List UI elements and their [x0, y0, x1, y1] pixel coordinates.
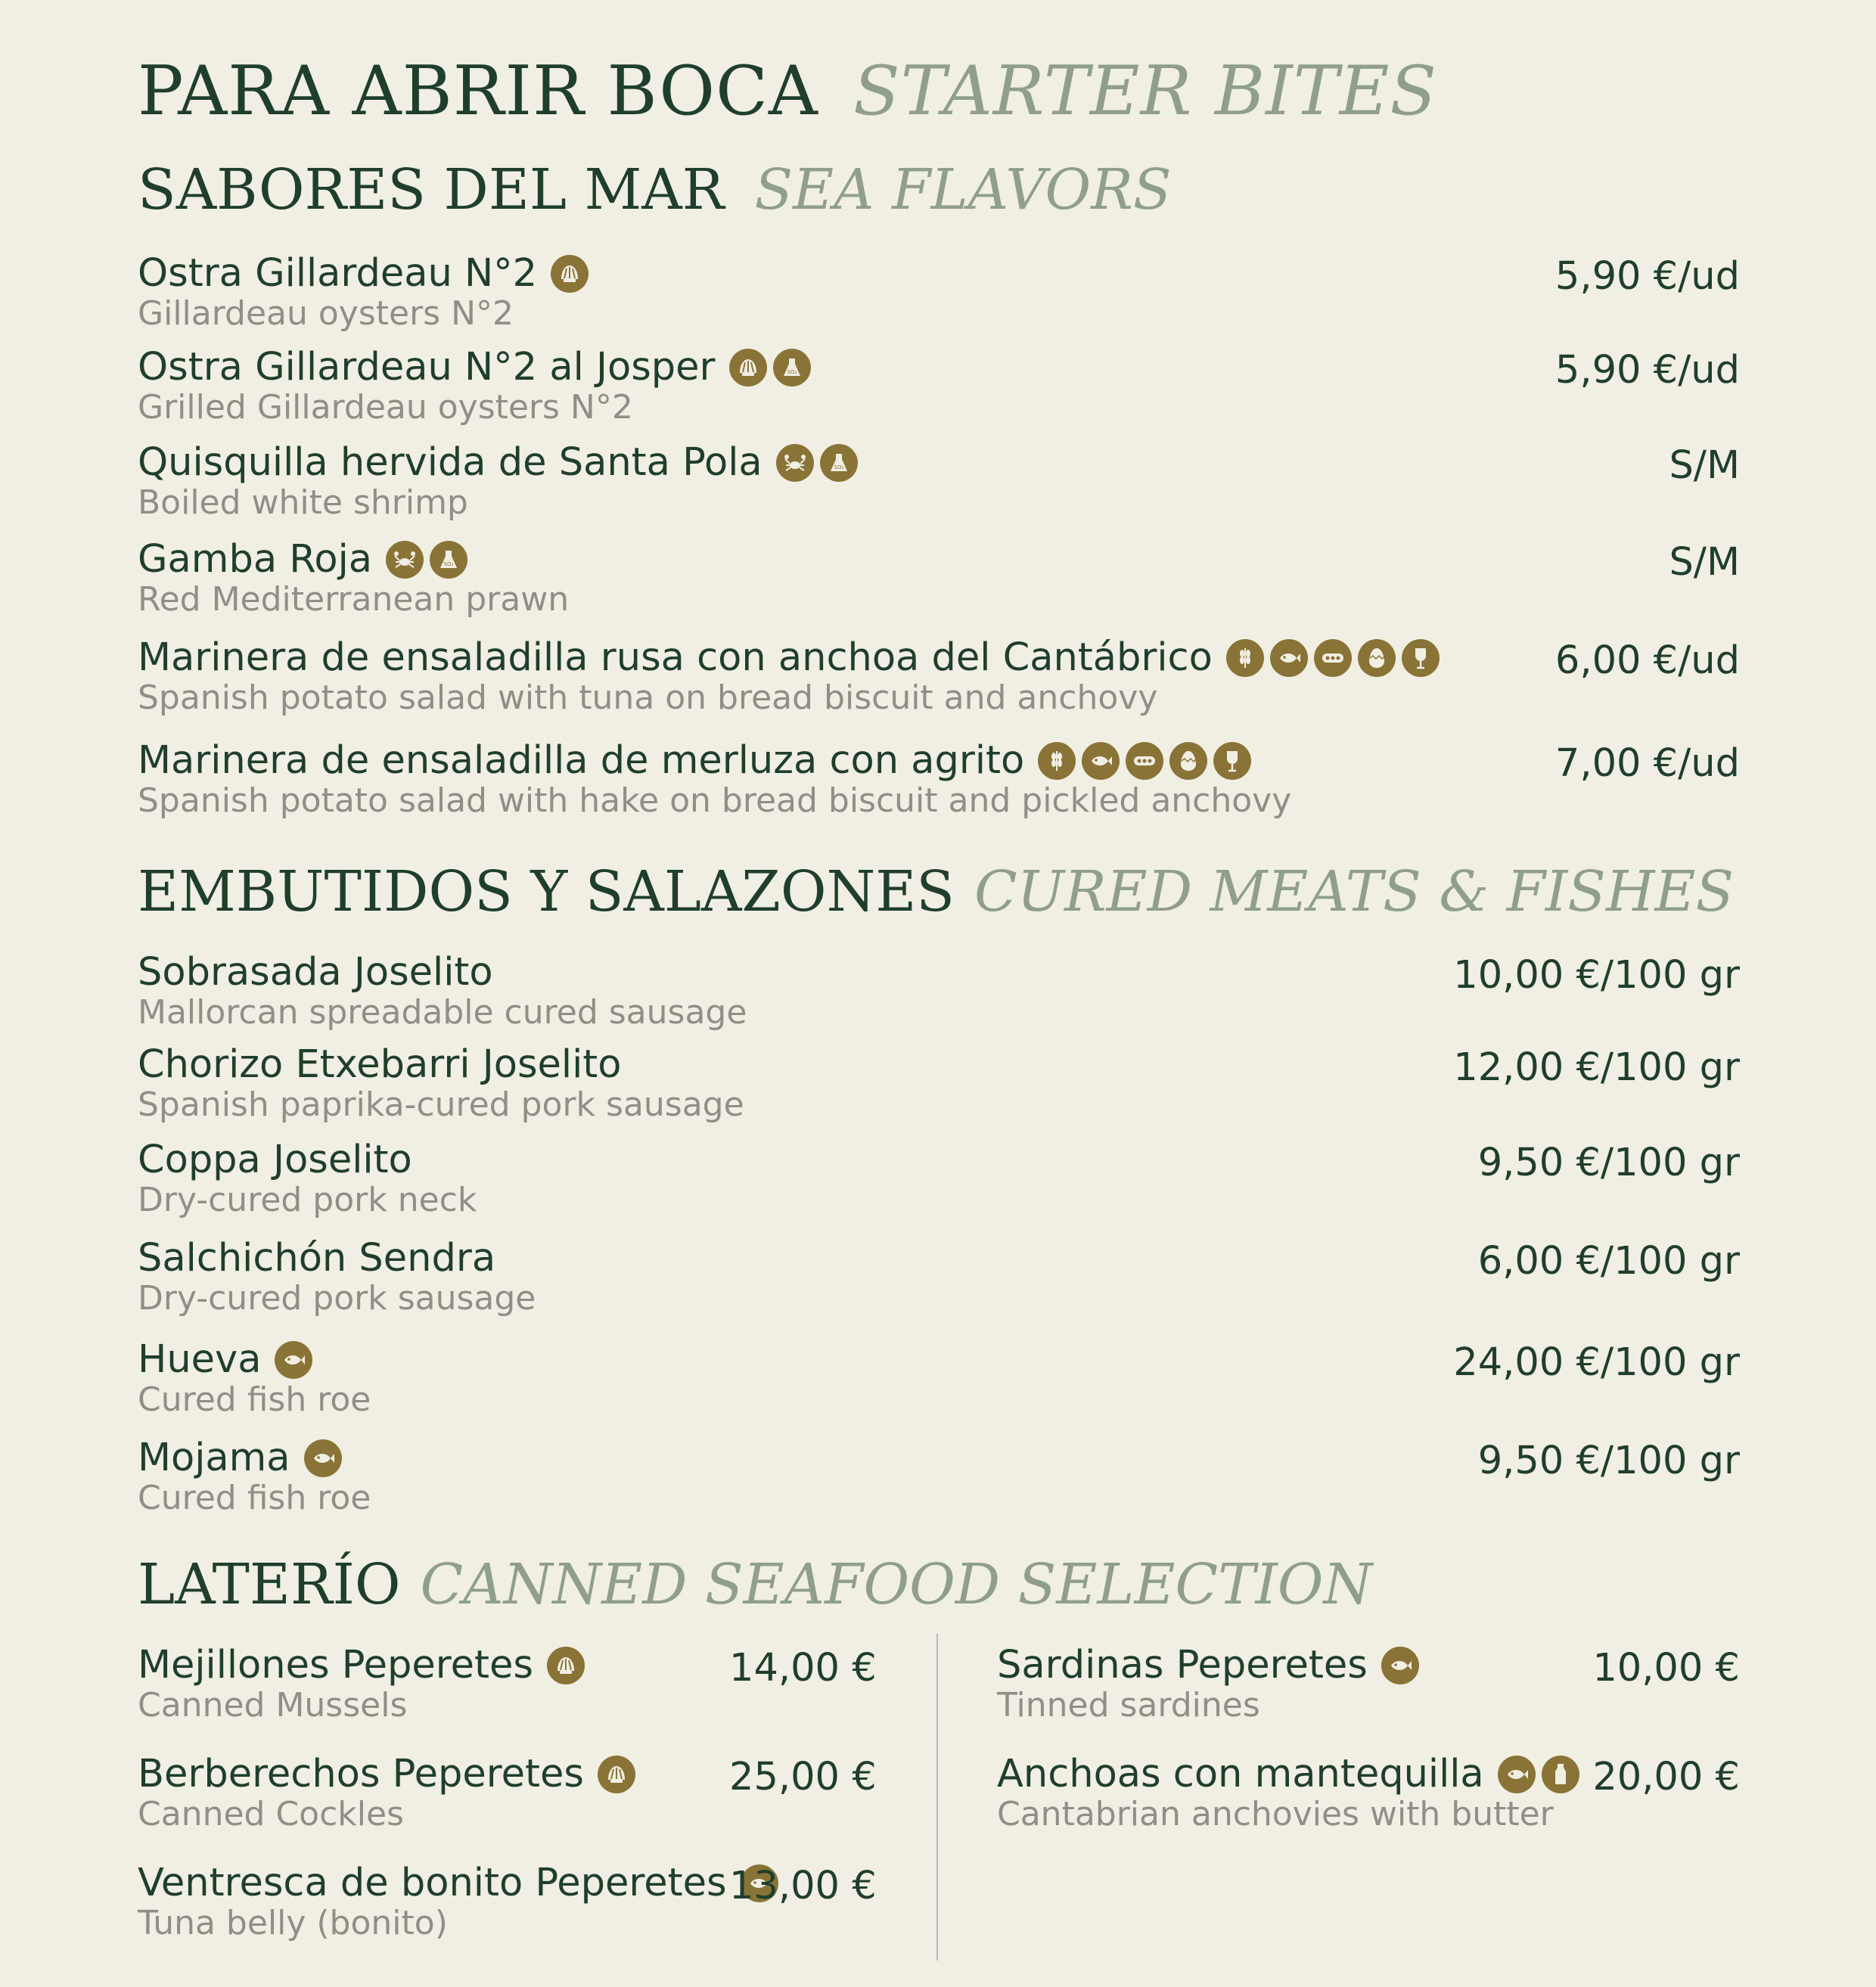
menu-item	[138, 537, 570, 619]
dairy-icon	[1542, 1756, 1579, 1793]
menu-item-description: Tinned sardines	[997, 1686, 1260, 1725]
menu-item-name-text: Marinera de ensaladilla de merluza con agrito	[138, 738, 1025, 783]
menu-item-price: 9,50 €/100 gr	[1477, 1439, 1740, 1483]
menu-item-name	[138, 738, 1291, 783]
menu-item	[138, 1752, 635, 1833]
menu-item-description: Spanish potato salad with hake on bread biscuit and pickled anchovy	[138, 781, 1292, 820]
menu-item	[138, 1138, 477, 1219]
menu-item-description: Cured fish roe	[138, 1380, 371, 1419]
menu-item-description: Spanish potato salad with tuna on bread biscuit and anchovy	[138, 678, 1158, 717]
svg-text:SO₂: SO₂	[443, 560, 454, 567]
menu-item-name	[138, 1752, 635, 1796]
menu-item-name-text: Marinera de ensaladilla rusa con anchoa del Cantábrico	[138, 635, 1213, 680]
fish-icon	[1381, 1647, 1419, 1684]
page-title	[138, 51, 1438, 131]
menu-item-name	[138, 1236, 536, 1281]
allergen-icons	[729, 349, 811, 387]
egg-icon	[1358, 639, 1396, 677]
menu-item-price: 13,00 €	[729, 1864, 877, 1908]
menu-item-price: 20,00 €	[1592, 1755, 1740, 1799]
menu-item-description: Dry-cured pork neck	[138, 1181, 477, 1219]
mustard-icon	[1126, 742, 1163, 780]
menu-item-price: 12,00 €/100 gr	[1453, 1045, 1740, 1090]
fish-icon	[304, 1439, 342, 1477]
menu-item-name	[138, 1337, 371, 1382]
allergen-icons	[1226, 639, 1440, 677]
mollusc-icon	[729, 349, 767, 387]
allergen-icons	[551, 255, 589, 293]
allergen-icons	[776, 444, 858, 482]
menu-item-name	[138, 950, 747, 995]
menu-item-name	[138, 1643, 585, 1687]
menu-item-price: S/M	[1669, 540, 1740, 585]
section-title-sea-en: SEA FLAVORS	[754, 157, 1172, 222]
menu-item-name	[138, 1861, 778, 1905]
page-title-es: PARA ABRIR BOCA	[138, 51, 818, 131]
section-title-cured-en: CURED MEATS & FISHES	[974, 859, 1735, 924]
section-title-sea-es: SABORES DEL MAR	[138, 157, 725, 222]
mollusc-icon	[547, 1647, 585, 1684]
menu-item-name	[138, 251, 589, 296]
menu-item-price: 5,90 €/ud	[1555, 348, 1740, 393]
menu-item-name	[138, 537, 569, 582]
menu-item	[997, 1752, 1579, 1833]
menu-item-price: 6,00 €/ud	[1555, 638, 1740, 683]
fish-icon	[1082, 742, 1120, 780]
fish-icon	[275, 1341, 312, 1379]
allergen-icons	[1381, 1647, 1419, 1684]
egg-icon	[1169, 742, 1207, 780]
menu-item-name-text: Chorizo Etxebarri Joselito	[138, 1042, 622, 1087]
crustacean-icon	[776, 444, 814, 482]
menu-item-price: 10,00 €/100 gr	[1453, 953, 1740, 998]
menu-item	[138, 1436, 371, 1517]
menu-item-name-text: Sardinas Peperetes	[997, 1643, 1368, 1687]
menu-item	[138, 251, 589, 333]
menu-item-name-text: Gamba Roja	[138, 537, 373, 582]
menu-item-name-text: Ostra Gillardeau N°2	[138, 251, 538, 296]
menu-item-name	[138, 345, 811, 390]
menu-item-description: Tuna belly (bonito)	[138, 1904, 448, 1942]
menu-item-name-text: Quisquilla hervida de Santa Pola	[138, 440, 763, 485]
section-title-canned	[138, 1552, 1373, 1617]
menu-item-description: Dry-cured pork sausage	[138, 1279, 536, 1318]
section-title-cured-es: EMBUTIDOS Y SALAZONES	[138, 859, 955, 924]
section-title-cured	[138, 859, 1735, 924]
menu-item	[138, 1236, 536, 1318]
menu-item-name-text: Salchichón Sendra	[138, 1236, 496, 1281]
page-title-en: STARTER BITES	[853, 51, 1438, 131]
menu-item-price: 25,00 €	[729, 1755, 877, 1799]
menu-item-description: Grilled Gillardeau oysters N°2	[138, 388, 633, 427]
fish-icon	[1498, 1756, 1536, 1793]
menu-item-description: Spanish paprika-cured pork sausage	[138, 1085, 744, 1124]
crustacean-icon	[386, 541, 424, 579]
allergen-icons	[1038, 742, 1251, 780]
gluten-icon	[1038, 742, 1076, 780]
menu-item	[138, 1042, 744, 1124]
menu-item-name	[138, 440, 858, 485]
allergen-icons	[598, 1756, 635, 1793]
menu-item-name-text: Ventresca de bonito Peperetes	[138, 1861, 727, 1905]
menu-item-price: 10,00 €	[1592, 1646, 1740, 1691]
menu-item-price: 14,00 €	[729, 1646, 877, 1691]
allergen-icons	[304, 1439, 342, 1477]
section-title-canned-en: CANNED SEAFOOD SELECTION	[420, 1552, 1373, 1617]
gluten-icon	[1226, 639, 1264, 677]
menu-item	[138, 950, 747, 1032]
menu-item-name	[138, 1138, 477, 1182]
menu-item-description: Cantabrian anchovies with butter	[997, 1795, 1554, 1833]
menu-item-price: 5,90 €/ud	[1555, 254, 1740, 299]
column-divider	[936, 1634, 938, 1961]
sulphites-icon	[773, 349, 811, 387]
sulphites-glass-icon	[1213, 742, 1251, 780]
menu-item	[138, 635, 1440, 717]
menu-item-name-text: Hueva	[138, 1337, 262, 1382]
menu-item	[138, 440, 858, 522]
menu-item	[138, 738, 1292, 820]
menu-item-name-text: Mojama	[138, 1436, 290, 1480]
menu-item-description: Mallorcan spreadable cured sausage	[138, 993, 747, 1032]
section-title-sea	[138, 157, 1172, 222]
menu-item	[138, 1861, 778, 1942]
svg-text:SO₂: SO₂	[834, 464, 844, 470]
menu-item-name-text: Ostra Gillardeau N°2 al Josper	[138, 345, 716, 390]
menu-item-name	[138, 1436, 371, 1480]
allergen-icons	[1498, 1756, 1579, 1793]
sulphites-icon	[430, 541, 467, 579]
menu-item-name-text: Sobrasada Joselito	[138, 950, 493, 995]
allergen-icons	[275, 1341, 312, 1379]
allergen-icons	[547, 1647, 585, 1684]
menu-item-price: 9,50 €/100 gr	[1477, 1141, 1740, 1185]
menu-item	[138, 345, 811, 427]
menu-item-price: 7,00 €/ud	[1555, 741, 1740, 786]
menu-item-name-text: Mejillones Peperetes	[138, 1643, 533, 1687]
mollusc-icon	[598, 1756, 635, 1793]
menu-item-description: Canned Cockles	[138, 1795, 404, 1833]
svg-text:SO₂: SO₂	[787, 368, 797, 375]
menu-item-name	[997, 1752, 1579, 1796]
menu-item-name-text: Coppa Joselito	[138, 1138, 412, 1182]
menu-item-name	[997, 1643, 1419, 1687]
menu-item-price: 6,00 €/100 gr	[1477, 1239, 1740, 1284]
menu-item-description: Boiled white shrimp	[138, 483, 468, 522]
menu-item-description: Cured fish roe	[138, 1479, 371, 1517]
allergen-icons	[386, 541, 467, 579]
mollusc-icon	[551, 255, 589, 293]
sulphites-glass-icon	[1402, 639, 1440, 677]
menu-item	[138, 1337, 371, 1419]
menu-item-description: Canned Mussels	[138, 1686, 408, 1725]
sulphites-icon	[820, 444, 858, 482]
menu-item-name-text: Anchoas con mantequilla	[997, 1752, 1484, 1796]
fish-icon	[1270, 639, 1308, 677]
menu-item	[138, 1643, 585, 1725]
menu-item-description: Red Mediterranean prawn	[138, 580, 570, 619]
menu-item-price: 24,00 €/100 gr	[1453, 1340, 1740, 1385]
menu-item-name	[138, 1042, 744, 1087]
menu-item-description: Gillardeau oysters N°2	[138, 294, 514, 333]
menu-item-name-text: Berberechos Peperetes	[138, 1752, 584, 1796]
menu-item-name	[138, 635, 1440, 680]
mustard-icon	[1314, 639, 1352, 677]
section-title-canned-es: LATERÍO	[138, 1552, 401, 1617]
menu-item-price: S/M	[1669, 443, 1740, 488]
menu-item	[997, 1643, 1419, 1725]
